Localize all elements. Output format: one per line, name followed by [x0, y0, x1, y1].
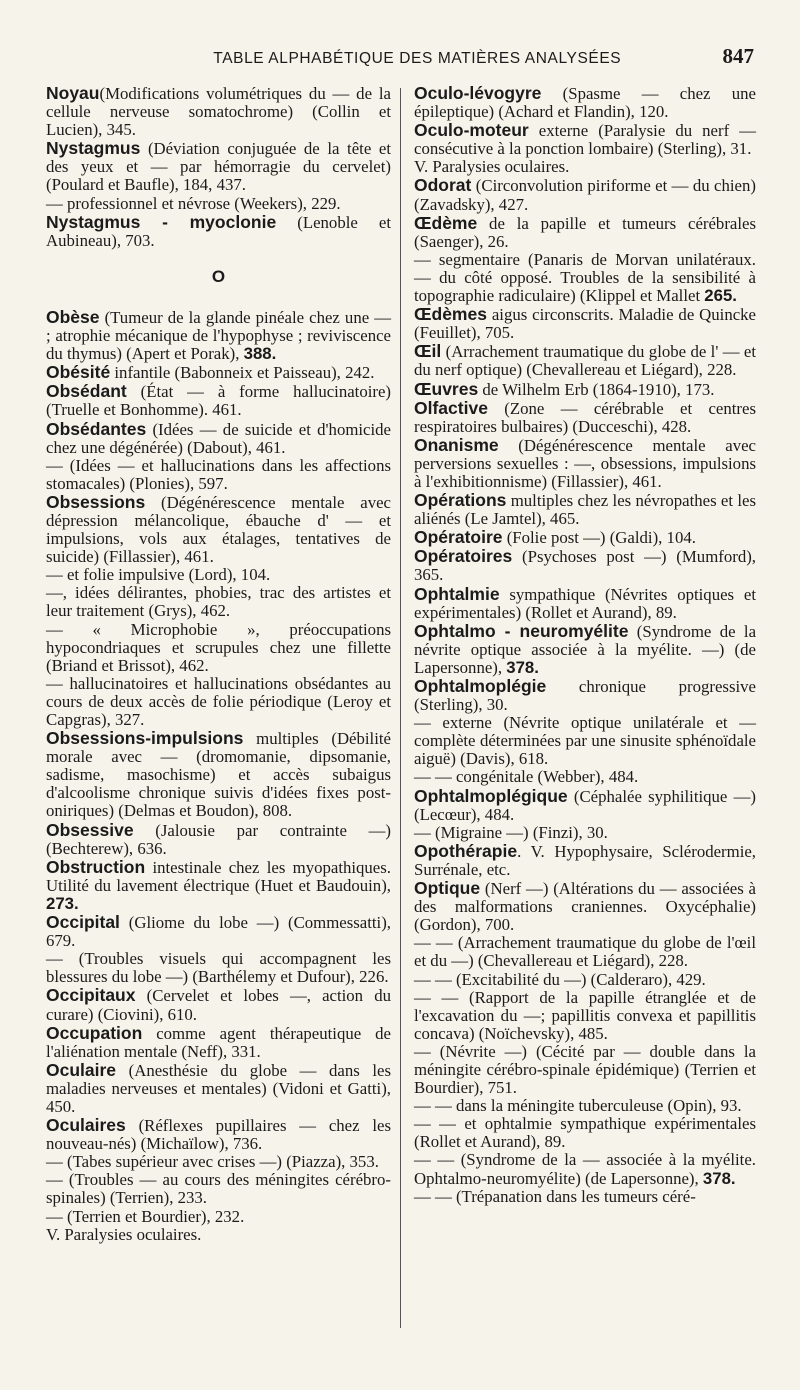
index-entry — [46, 584, 391, 620]
entry-text: — (Idées — et hallucinations dans les affections stomacales) (Plonies), 597. — [46, 455, 391, 493]
entry-text: — — congénitale (Webber), 484. — [414, 767, 639, 787]
index-entry — [414, 214, 756, 251]
index-entry — [414, 768, 756, 786]
entry-heading: Opérations — [414, 490, 507, 511]
entry-text: (Spasme — chez une épileptique) (Achard et Flandin), 120. — [414, 84, 756, 122]
entry-heading: Obésité — [46, 362, 111, 383]
entry-text: — — (Syndrome de la — associée à la myélite. Ophtalmo-neuromyélite) (de Lapersonne), — [414, 1150, 756, 1188]
running-title: TABLE ALPHABÉTIQUE DES MATIÈRES ANALYSÉES — [213, 50, 622, 67]
entry-text: — (Névrite —) (Cécité par — double dans la méningite cérébro-spinale épidémique) (Terrien et Bourdier), 751. — [414, 1041, 756, 1098]
entry-text: — professionnel et névrose (Weekers), 229. — [46, 193, 341, 213]
entry-text: (Déviation conjuguée de la tête et des yeux et — par hémorragie du cervelet) (Poulard et Baufle), 184, 437. — [46, 139, 391, 195]
entry-text: — hallucinatoires et hallucinations obsédantes au cours de deux accès de folie périodique (Leroy et Capgras), 327. — [46, 673, 391, 729]
index-entry — [46, 950, 391, 986]
entry-page-ref: 378. — [702, 1168, 736, 1188]
index-entry — [46, 821, 391, 858]
entry-heading: Obèse — [46, 306, 100, 327]
entry-text: (Réflexes pupillaires — chez les nouveau-nés) (Michaïlow), 736. — [46, 1116, 391, 1154]
entry-text: (Circonvolution piriforme et — du chien) (Zavadsky), 427. — [414, 176, 756, 214]
index-entry — [46, 493, 391, 566]
index-entry — [46, 363, 391, 382]
entry-heading: Obsessions — [46, 491, 146, 512]
entry-text: — (Troubles visuels qui accompagnent les blessures du lobe —) (Barthélemy et Dufour), 226. — [46, 949, 391, 987]
entry-text: V. Paralysies oculaires. — [414, 157, 570, 177]
entry-heading: Opératoires — [414, 546, 513, 567]
index-entry — [46, 308, 391, 363]
left-column — [46, 84, 391, 1244]
entry-heading: Obsessive — [46, 819, 134, 840]
entry-heading: Ophtalmo - neuromyélite — [414, 620, 629, 641]
index-entry — [414, 305, 756, 342]
index-entry — [46, 420, 391, 457]
index-entry — [414, 1115, 756, 1151]
index-entry — [414, 714, 756, 768]
entry-heading: Œil — [414, 341, 442, 362]
entry-text: (Arrachement traumatique du globe de l' — et du nerf optique) (Chevallereau et Liégard), 228. — [414, 342, 756, 380]
index-entry — [46, 1171, 391, 1207]
entry-heading: Odorat — [414, 175, 472, 196]
entry-text: (Cervelet et lobes —, action du curare) (Ciovini), 610. — [46, 986, 391, 1024]
entry-text: (Psychoses post —) (Mumford), 365. — [414, 547, 756, 585]
entry-text: (Syndrome de la névrite optique associée à la myélite. —) (de Lapersonne), — [414, 621, 757, 677]
entry-text: — (Migraine —) (Finzi), 30. — [414, 822, 608, 842]
entry-heading: Œdèmes — [414, 304, 487, 325]
index-entry — [46, 986, 391, 1023]
index-entry — [414, 491, 756, 528]
index-entry — [46, 858, 391, 913]
entry-text: . V. Hypophysaire, Sclérodermie, Surrénale, etc. — [414, 841, 756, 879]
index-entry — [414, 380, 756, 399]
entry-heading: Nystagmus - myoclonie — [46, 211, 277, 232]
entry-text: de Wilhelm Erb (1864-1910), 173. — [478, 379, 715, 399]
entry-text: — « Microphobie », préoccupations hypocondriaques et scrupules chez une fillette (Briand et Brissot), 462. — [46, 619, 391, 675]
entry-text: (Dégénérescence mentale avec dépression mélancolique, ébauche d' — et impulsions, vols aux étalages, tentatives de suicide) (Fillassier), 461. — [46, 492, 391, 567]
index-entry — [414, 342, 756, 379]
index-entry — [414, 971, 756, 989]
entry-text: (Idées — de suicide et d'homicide chez une dégénérée) (Dabout), 461. — [46, 419, 391, 457]
entry-text: — — et ophtalmie sympathique expérimentales (Rollet et Aurand), 89. — [414, 1114, 756, 1152]
section-letter: O — [211, 266, 226, 286]
index-entry — [46, 1024, 391, 1061]
entry-text: (Zone — cérébrable et centres respiratoires bulbaires) (Ducceschi), 428. — [414, 398, 756, 436]
entry-heading: Oculaire — [46, 1059, 117, 1080]
entry-heading: Ophtalmie — [414, 583, 500, 604]
index-entry — [414, 121, 756, 158]
entry-heading: Œuvres — [414, 378, 479, 399]
entry-text: — (Terrien et Bourdier), 232. — [46, 1206, 245, 1226]
entry-heading: Obsédant — [46, 381, 127, 402]
entry-text: infantile (Babonneix et Paisseau), 242. — [110, 363, 375, 383]
index-entry — [46, 729, 391, 820]
entry-heading: Opothérapie — [414, 840, 518, 861]
entry-text: de la papille et tumeurs cérébrales (Saenger), 26. — [414, 213, 756, 251]
index-entry — [414, 176, 756, 213]
entry-text: (Anesthésie du globe — dans les maladies nerveuses et mentales) (Vidoni et Gatti), 450. — [46, 1060, 391, 1116]
entry-text: (Modifications volumétriques du — de la cellule nerveuse somatochrome) (Collin et Lucien), 345. — [46, 84, 391, 140]
right-column — [414, 84, 756, 1206]
entry-text: externe (Paralysie du nerf — consécutive à la ponction lombaire) (Sterling), 31. — [414, 121, 756, 159]
index-entry — [46, 1116, 391, 1153]
page-header — [52, 44, 754, 72]
entry-heading: Onanisme — [414, 434, 499, 455]
entry-heading: Optique — [414, 878, 481, 899]
index-entry — [414, 989, 756, 1043]
index-entry — [414, 787, 756, 824]
entry-text: (Lenoble et Aubineau), 703. — [46, 212, 391, 250]
index-entry — [414, 158, 756, 176]
entry-page-ref: 273. — [46, 893, 79, 913]
index-entry — [46, 621, 391, 675]
entry-text: (Dégénérescence mentale avec perversions sexuelles : —, obsessions, impulsions à l'exhibitionnisme) (Fillassier), 461. — [414, 435, 756, 491]
entry-text: — (Troubles — au cours des méningites cérébro-spinales) (Terrien), 233. — [46, 1170, 391, 1208]
entry-heading: Oculo-moteur — [414, 120, 529, 141]
index-entry — [414, 934, 756, 970]
entry-text: sympathique (Névrites optiques et expérimentales) (Rollet et Aurand), 89. — [414, 584, 756, 622]
entry-heading: Noyau — [46, 83, 100, 103]
index-entry — [46, 213, 391, 250]
index-entry — [46, 382, 391, 419]
entry-heading: Oculaires — [46, 1115, 126, 1136]
entry-heading: Olfactive — [414, 397, 488, 418]
index-entry — [414, 1097, 756, 1115]
entry-text: comme agent thérapeutique de l'aliénation mentale (Neff), 331. — [46, 1023, 391, 1061]
entry-text: — — (Rapport de la papille étranglée et de l'excavation du —; papillitis convexa et papillitis concava) (Noïchevsky), 485. — [414, 987, 756, 1043]
entry-text: — — (Excitabilité du —) (Calderaro), 429. — [414, 969, 706, 989]
entry-text: multiples chez les névropathes et les aliénés (Le Jamtel), 465. — [414, 491, 756, 529]
entry-page-ref: 378. — [506, 657, 539, 677]
entry-text: — et folie impulsive (Lord), 104. — [46, 565, 271, 585]
entry-heading: Opératoire — [414, 527, 503, 548]
entry-text: aigus circonscrits. Maladie de Quincke (Feuillet), 705. — [414, 305, 756, 343]
entry-text: multiples (Débilité morale avec — (dromomanie, dipsomanie, sadisme, masochisme) et accès subaigus d'alcoolisme chronique suivis d'idées fixes post-oniriques) (Delmas et Boudon), 808. — [46, 729, 391, 821]
entry-text: (Tumeur de la glande pinéale chez une — ; atrophie mécanique de l'hypophyse ; reviviscence du thymus) (Apert et Porak), — [46, 307, 391, 364]
index-entry — [414, 1188, 756, 1206]
index-entry — [414, 622, 756, 677]
index-entry — [414, 879, 756, 934]
entry-text: — — dans la méningite tuberculeuse (Opin), 93. — [414, 1096, 742, 1116]
index-entry — [46, 1153, 391, 1171]
entry-text: —, idées délirantes, phobies, trac des artistes et leur traitement (Grys), 462. — [46, 583, 391, 621]
entry-page-ref: 388. — [243, 344, 277, 364]
index-entry — [414, 84, 756, 121]
index-entry — [46, 675, 391, 729]
page-number: 847 — [722, 44, 754, 68]
entry-text: V. Paralysies oculaires. — [46, 1224, 202, 1244]
index-entry — [46, 1208, 391, 1226]
index-entry — [414, 528, 756, 547]
index-entry — [414, 842, 756, 879]
index-entry — [414, 1151, 756, 1187]
index-entry — [414, 585, 756, 622]
entry-heading: Oculo-lévogyre — [414, 83, 542, 103]
entry-text: (Nerf —) (Altérations du — associées à des malformations craniennes. Oxycéphalie) (Gordon), 700. — [414, 879, 756, 935]
index-entry — [46, 566, 391, 584]
index-entry — [414, 547, 756, 584]
entry-heading: Nystagmus — [46, 138, 141, 159]
entry-heading: Occipitaux — [46, 985, 136, 1006]
entry-page-ref: 265. — [704, 286, 737, 306]
index-entry — [414, 1043, 756, 1097]
index-entry — [414, 824, 756, 842]
entry-text: chronique progressive (Sterling), 30. — [414, 677, 756, 715]
index-entry — [46, 195, 391, 213]
index-entry — [46, 1226, 391, 1244]
entry-text: intestinale chez les myopathiques. Utilité du lavement électrique (Huet et Baudouin), — [46, 857, 391, 895]
index-entry — [46, 913, 391, 950]
column-divider — [400, 88, 401, 1328]
index-entry — [46, 84, 391, 139]
index-entry — [414, 677, 756, 714]
entry-heading: Ophtalmoplégie — [414, 676, 547, 696]
index-entry — [414, 436, 756, 491]
entry-text: (Jalousie par contrainte —) (Bechterew), 636. — [46, 820, 391, 858]
index-entry — [414, 399, 756, 436]
entry-heading: Obstruction — [46, 856, 146, 877]
entry-text: (Folie post —) (Galdi), 104. — [502, 528, 696, 548]
entry-text: (Gliome du lobe —) (Commessatti), 679. — [46, 913, 391, 951]
entry-text: — externe (Névrite optique unilatérale et — complète déterminées par une sinusite sphénoïdale aiguë) (Davis), 618. — [414, 713, 756, 769]
entry-heading: Obsédantes — [46, 418, 147, 439]
entry-heading: Ophtalmoplégique — [414, 785, 568, 806]
entry-heading: Obsessions-impulsions — [46, 728, 244, 749]
index-entry — [414, 251, 756, 305]
entry-text: (Céphalée syphilitique —) (Lecœur), 484. — [414, 786, 756, 824]
index-entry — [46, 1061, 391, 1116]
index-entry — [46, 457, 391, 493]
entry-text: — segmentaire (Panaris de Morvan unilatéraux. — du côté opposé. Troubles de la sensibilité à topographie radiculaire) (Klippel et Mallet — [414, 249, 756, 306]
entry-text: (État — à forme hallucinatoire) (Truelle et Bonhomme). 461. — [46, 382, 391, 420]
entry-heading: Occipital — [46, 912, 120, 933]
index-entry — [46, 139, 391, 194]
entry-text: — — (Trépanation dans les tumeurs céré- — [414, 1186, 696, 1206]
entry-heading: Œdème — [414, 212, 478, 233]
entry-text: — — (Arrachement traumatique du globe de l'œil et du —) (Chevallereau et Liégard), 228. — [414, 933, 756, 971]
entry-text: — (Tabes supérieur avec crises —) (Piazza), 353. — [46, 1152, 379, 1172]
entry-heading: Occupation — [46, 1022, 143, 1043]
